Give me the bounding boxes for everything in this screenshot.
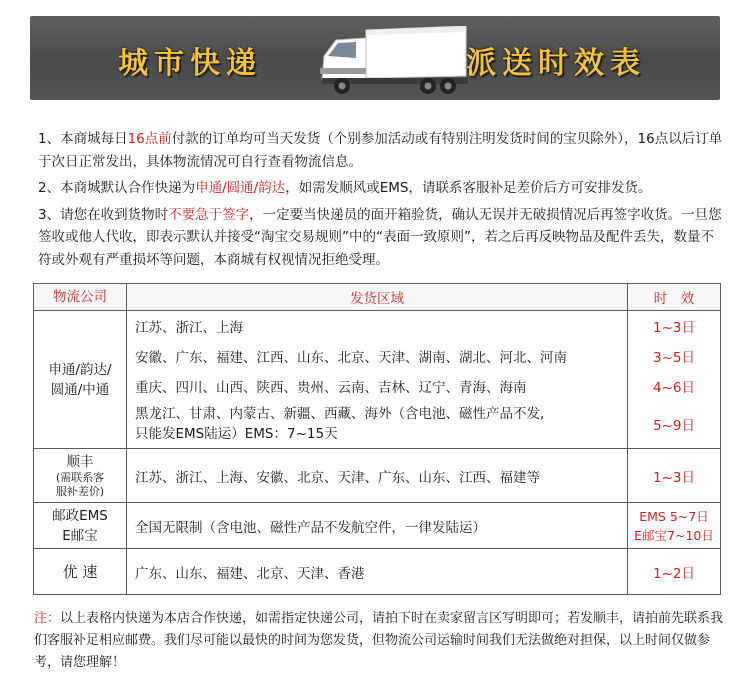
- time-cell: [628, 503, 721, 549]
- note-2-suffix: ，如需发顺风或EMS，请联系客服补足差价后方可安排发货。: [285, 180, 652, 196]
- company-std-line1: 申通/韵达/: [48, 361, 112, 378]
- table-row: [34, 549, 721, 595]
- time-cell: 1~3日: [628, 449, 721, 503]
- note-3-suffix: ，一定要当快递员的面开箱验货，确认无误并无破损情况后再签字收货。一旦您签收或他人代收，即表示默认并接受“淘宝交易规则”中的“表面一致原则”，若之后再反映物品及配件丢失，数量不符或外观有严重损坏等问题，本商城有权视情况拒绝受理。: [38, 206, 722, 268]
- note-2: [38, 177, 724, 200]
- footer-note: [34, 608, 724, 674]
- area-cell: 重庆、四川、山西、陕西、贵州、云南、吉林、辽宁、青海、海南: [127, 371, 628, 401]
- time-cell: 3~5日: [628, 341, 721, 371]
- note-1: [38, 128, 724, 173]
- note-3-prefix: 3、请您在收到货物时: [38, 206, 169, 223]
- area-line-1: 黑龙江、甘肃、内蒙古、新疆、西藏、海外（含电池、磁性产品不发,: [135, 406, 545, 423]
- note-1-emphasis: 16点前: [127, 131, 172, 147]
- table-row: [34, 503, 721, 549]
- table-row: [34, 371, 721, 401]
- shipping-notes: [38, 128, 724, 275]
- table-row: [34, 341, 721, 371]
- header-time: 时 效: [628, 284, 721, 311]
- company-ems-line2: E邮宝: [62, 527, 98, 544]
- banner-title-right: 派送时效表: [466, 46, 646, 81]
- area-line-2: 只能发EMS陆运）EMS：7~15天: [135, 426, 338, 443]
- company-sf: [34, 449, 127, 503]
- note-2-prefix: 2、本商城默认合作快递为: [38, 180, 196, 196]
- truck-icon: [316, 26, 474, 96]
- header-company: 物流公司: [34, 284, 127, 311]
- note-3-emphasis: 不要急于签字: [168, 206, 250, 223]
- company-std-express: [34, 311, 127, 449]
- area-cell: [127, 401, 628, 449]
- delivery-time-table: [33, 283, 721, 595]
- area-cell: 安徽、广东、福建、江西、山东、北京、天津、湖南、湖北、河北、河南: [127, 341, 628, 371]
- banner-title-left: 城市快递: [118, 46, 262, 81]
- company-sf-name: 顺丰: [66, 453, 94, 470]
- header-area: 发货区域: [127, 284, 628, 311]
- area-cell: 全国无限制（含电池、磁性产品不发航空件，一律发陆运）: [127, 503, 628, 549]
- table-header-row: [34, 284, 721, 311]
- banner: [30, 16, 720, 100]
- area-cell: 江苏、浙江、上海: [127, 311, 628, 341]
- time-cell: 1~3日: [628, 311, 721, 341]
- table-row: [34, 449, 721, 503]
- company-ems-line1: 邮政EMS: [52, 507, 108, 524]
- time-ems-line2: E邮宝7~10日: [634, 527, 714, 543]
- company-ems: [34, 503, 127, 549]
- time-cell: 1~2日: [628, 549, 721, 595]
- area-cell: 江苏、浙江、上海、安徽、北京、天津、广东、山东、江西、福建等: [127, 449, 628, 503]
- note-2-emphasis: 申通/圆通/韵达: [195, 180, 286, 196]
- table-row: [34, 401, 721, 449]
- company-std-line2: 圆通/中通: [50, 381, 110, 398]
- note-1-prefix: 1、本商城每日: [38, 131, 128, 147]
- company-sf-note-2: 服补差价): [55, 484, 105, 498]
- time-cell: 4~6日: [628, 371, 721, 401]
- footer-label: 注：: [34, 611, 61, 626]
- footer-text: 以上表格内快递为本店合作快递，如需指定快递公司，请拍下时在卖家留言区写明即可；若发顺丰，请拍前先联系我们客服补足相应邮费。我们尽可能以最快的时间为您发货，但物流公司运输时间我们无法做绝对担保，以上时间仅做参考，请您理解！: [34, 611, 724, 670]
- note-1-suffix: 付款的订单均可当天发货（个别参加活动或有特别注明发货时间的宝贝除外），16点以后订单于次日正常发出，具体物流情况可自行查看物流信息。: [38, 131, 723, 170]
- time-cell: 5~9日: [628, 401, 721, 449]
- time-ems-line1: EMS 5~7日: [639, 508, 709, 524]
- company-fast: 优 速: [34, 549, 127, 595]
- note-3: [38, 204, 724, 272]
- table-row: [34, 311, 721, 341]
- area-cell: 广东、山东、福建、北京、天津、香港: [127, 549, 628, 595]
- company-sf-note-1: (需联系客: [55, 470, 105, 484]
